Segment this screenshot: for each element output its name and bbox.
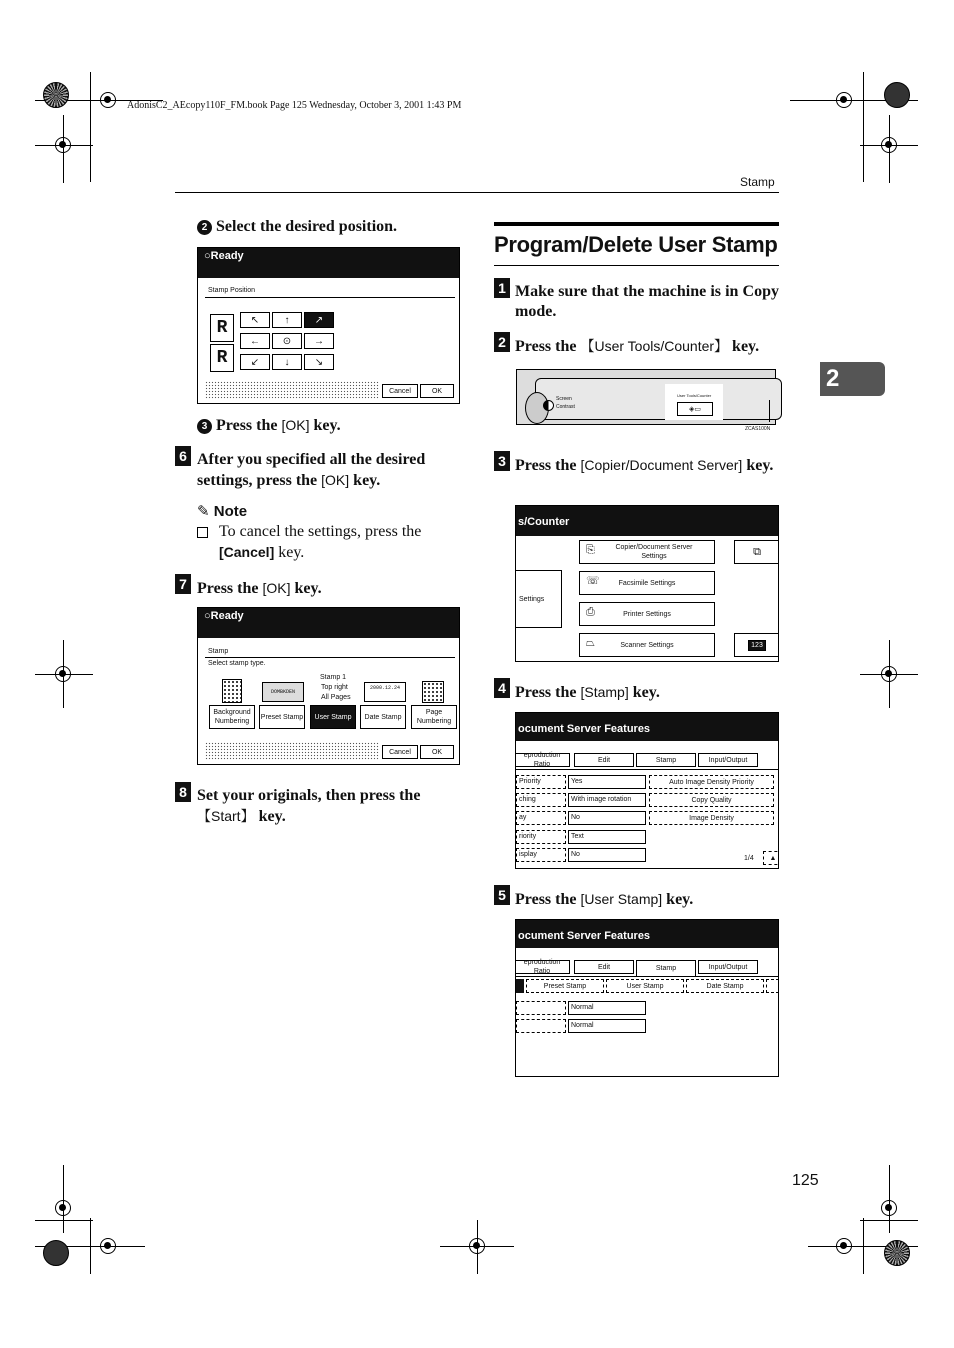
setting-value: No [568,848,646,862]
counter-button[interactable] [734,633,779,657]
registration-mark [469,1238,485,1254]
scanner-icon: ⏢ [586,637,595,649]
step-7: 7 Press the [OK] key. [175,574,463,599]
system-settings-button[interactable]: Settings [515,570,562,628]
note: ✎ Note To cancel the settings, press the [Cancel] key. [197,503,422,561]
tab-stamp[interactable]: Stamp [636,753,696,767]
position-bottom-button[interactable]: ↓ [272,354,302,370]
screen-title: Ready [210,610,244,622]
position-right-button[interactable]: → [304,333,334,349]
tab-reproduction-ratio[interactable]: eproduction Ratio [515,753,570,767]
substep-number: 2 [197,220,212,235]
user-tools-counter-key-label: 【User Tools/Counter】 [580,338,729,354]
registration-mark [55,666,71,682]
chapter-number: 2 [826,365,840,392]
user-tools-screen [515,505,779,662]
position-center-button[interactable]: ⊙ [272,333,302,349]
position-bottom-right-button[interactable]: ↘ [304,354,334,370]
setting-label[interactable]: isplay [516,848,566,862]
registration-mark [100,1238,116,1254]
step-6: 6 After you specified all the desired settings, press the [OK] key. [175,446,463,491]
step-number: 6 [175,446,191,466]
contrast-label: Contrast [556,404,575,410]
copier-features-screen [515,712,779,869]
tab-reproduction-ratio[interactable]: eproduction Ratio [515,960,570,974]
counter-label: 123 [748,640,766,651]
tab-edit[interactable]: Edit [574,960,634,974]
screen-label: Screen [556,396,572,402]
image-density-button[interactable]: Image Density [649,811,774,825]
screen-label: Stamp Position [208,287,256,294]
copy-quality-button[interactable]: Copy Quality [649,793,774,807]
registration-mark [881,1200,897,1216]
screen-title-bar [516,506,778,536]
color-dial-icon [43,1240,69,1266]
up-arrow-icon: ▲ [769,854,777,862]
registration-mark [55,1200,71,1216]
auto-image-density-priority-button[interactable]: Auto Image Density Priority [649,775,774,789]
registration-mark [55,137,71,153]
position-top-button[interactable]: ↑ [272,312,302,328]
facsimile-settings-button[interactable]: ☏ Facsimile Settings [579,571,715,595]
chapter-tab [820,362,885,396]
scroll-up-button[interactable] [763,851,779,865]
color-dial-icon [884,82,910,108]
numbering-preview-icon [222,679,242,703]
figure-code: ZCAS100N [745,426,771,432]
user-tools-icon: ◈▭ [689,405,701,413]
ready-icon: ○ [204,610,211,622]
ok-button[interactable]: OK [420,384,454,398]
setting-value: Text [568,830,646,844]
network-icon: ⧉ [753,545,761,558]
ok-key-label: [OK] [281,417,310,433]
stamp-r-icon: R [210,344,234,372]
substep-3: 3 Press the [OK] key. [197,415,462,436]
setting-label[interactable] [516,1019,566,1033]
user-tools-counter-key[interactable] [677,402,713,416]
position-bottom-left-button[interactable]: ↙ [240,354,270,370]
step-number: 1 [494,278,510,298]
date-stamp-preview: 2000.12.24 [364,682,406,702]
position-left-button[interactable]: ← [240,333,270,349]
printer-icon: ⎙ [586,606,595,618]
page-numbering-button[interactable]: Page Numbering [411,705,457,729]
setting-value: Normal [568,1019,646,1033]
system-icon-button[interactable] [734,540,779,564]
registration-mark [836,92,852,108]
stamp-type-screen [197,607,460,765]
ok-key-label: [OK] [262,580,291,596]
screen-title-bar [516,713,778,741]
setting-label[interactable] [516,1001,566,1015]
color-dial-icon [43,82,69,108]
screen-label: Stamp [208,648,229,655]
stamp-position-screen [197,247,460,404]
step-number: 2 [494,332,510,352]
setting-value: No [568,811,646,825]
step-5: 5 Press the [User Stamp] key. [494,885,779,910]
subtab-page-numbering[interactable] [766,979,779,993]
step-4: 4 Press the [Stamp] key. [494,678,779,703]
user-tools-counter-label: User Tools/Counter [677,393,712,398]
ok-key-label: [OK] [321,472,350,488]
control-panel [516,369,776,425]
screen-title-bar [516,920,778,948]
stamp-key-label: [Stamp] [580,684,629,700]
color-dial-icon [884,1240,910,1266]
position-top-right-button[interactable]: ↗ [304,312,334,328]
running-head: Stamp [740,175,775,189]
setting-label[interactable]: ching [516,793,566,807]
fax-icon: ☏ [586,575,600,587]
registration-mark [881,137,897,153]
screen-title-bar [198,608,459,638]
user-stamp-key-label: [User Stamp] [580,891,663,907]
screen-title: ocument Server Features [518,723,651,735]
setting-value: Normal [568,1001,646,1015]
cancel-button[interactable]: Cancel [382,384,418,398]
step-number: 8 [175,782,191,802]
section-title: Program/Delete User Stamp [494,232,778,257]
stamp-position: Top right [321,684,348,691]
setting-value: Yes [568,775,646,789]
screen-title: s/Counter [518,516,570,528]
setting-label[interactable]: riority [516,830,566,844]
header-rule [175,192,779,193]
tab-input-output[interactable]: Input/Output [698,960,758,974]
background-numbering-button[interactable]: Background Numbering [209,705,255,729]
contrast-icon [543,400,554,411]
printer-settings-button[interactable]: ⎙ Printer Settings [579,602,715,626]
subtab-preset-stamp[interactable]: Preset Stamp [526,979,604,993]
preset-stamp-preview: DOMBKDEN [262,682,304,702]
substep-number: 3 [197,419,212,434]
registration-mark [881,666,897,682]
step-number: 7 [175,574,191,594]
step-8: 8 Set your originals, then press the 【Start】 key. [175,782,463,827]
tab-edit[interactable]: Edit [574,753,634,767]
start-key-label: 【Start】 [197,808,255,824]
screen-title-bar [198,248,459,278]
status-area [205,742,379,760]
step-3: 3 Press the [Copier/Document Server] key. [494,451,779,476]
setting-label[interactable]: ay [516,811,566,825]
stamp-number: Stamp 1 [320,674,347,681]
background-numbering-subtab[interactable] [516,979,524,993]
file-info: AdonisC2_AEcopy110F_FM.book Page 125 Wednesday, October 3, 2001 1:43 PM [127,100,462,111]
stamp-features-screen [515,919,779,1077]
position-top-left-button[interactable]: ↖ [240,312,270,328]
tab-stamp[interactable]: Stamp [636,960,696,976]
ready-icon: ○ [204,250,211,262]
cancel-key-label: [Cancel] [219,544,275,560]
page-numbering-preview-icon [422,681,444,703]
checkbox-icon [197,527,208,538]
date-stamp-button[interactable]: Date Stamp [360,705,406,729]
setting-label[interactable]: Priority [516,775,566,789]
stamp-r-icon: R [210,314,234,342]
step-number: 3 [494,451,510,471]
user-stamp-button[interactable]: User Stamp [310,705,356,729]
cancel-button[interactable]: Cancel [382,745,418,759]
copier-document-server-settings-button[interactable]: ⎘ Copier/Document Server Settings [579,540,715,564]
pencil-icon: ✎ [197,503,210,520]
section-rule-bottom [494,265,779,266]
registration-mark [100,92,116,108]
registration-mark [836,1238,852,1254]
page-number: 125 [792,1172,819,1189]
screen-title: ocument Server Features [518,930,651,942]
step-2: 2 Press the 【User Tools/Counter】 key. [494,332,779,357]
substep-2 [197,217,462,237]
status-area [205,381,379,399]
ok-button[interactable]: OK [420,745,454,759]
copier-icon: ⎘ [586,544,595,556]
setting-value: With image rotation [568,793,646,807]
screen-title: Ready [210,250,244,262]
copier-document-server-key-label: [Copier/Document Server] [580,457,743,473]
step-number: 5 [494,885,510,905]
section-rule-top [494,222,779,226]
preset-stamp-button[interactable]: Preset Stamp [259,705,305,729]
substep-text: Select the desired position. [216,218,398,235]
subtab-date-stamp[interactable]: Date Stamp [686,979,764,993]
page-indicator: 1/4 [744,855,754,862]
note-title: Note [213,503,248,520]
tab-input-output[interactable]: Input/Output [698,753,758,767]
stamp-pages: All Pages [321,694,351,701]
step-number: 4 [494,678,510,698]
screen-instruction: Select stamp type. [208,660,266,667]
subtab-user-stamp[interactable]: User Stamp [606,979,684,993]
step-1: 1 Make sure that the machine is in Copy mode. [494,278,779,322]
scanner-settings-button[interactable]: ⏢ Scanner Settings [579,633,715,657]
